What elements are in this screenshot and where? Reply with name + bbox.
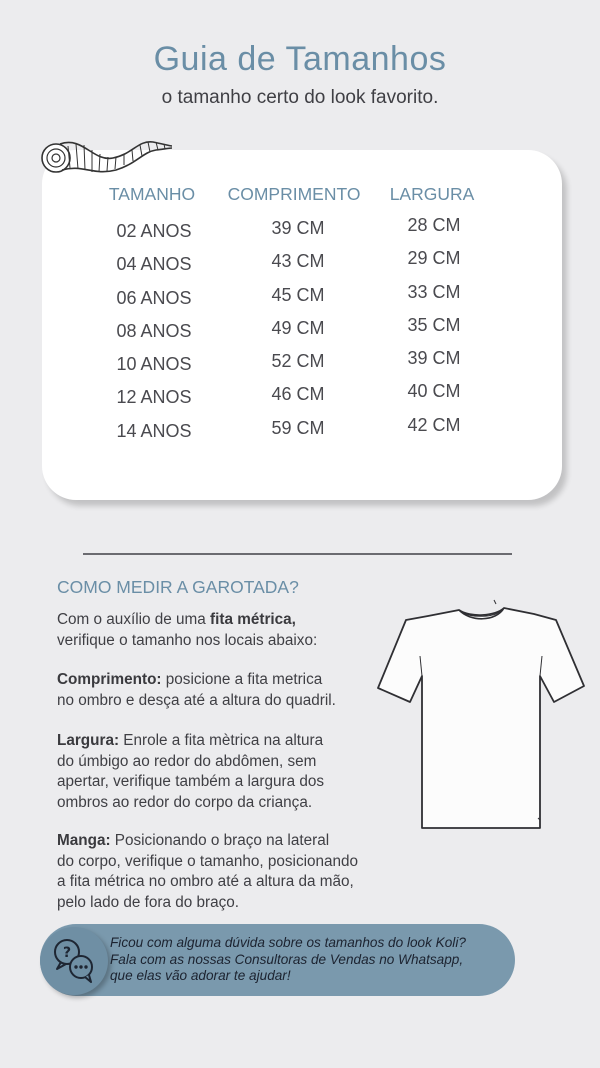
width-cell: 40 CM xyxy=(407,381,461,402)
chat-question-icon xyxy=(49,935,99,985)
intro-text: Com o auxílio de uma xyxy=(57,611,211,628)
size-cell: 12 ANOS xyxy=(116,387,192,408)
size-cell: 04 ANOS xyxy=(116,254,192,275)
header-tamanho: TAMANHO xyxy=(108,184,196,204)
manga-text: Posicionando o braço na lateral xyxy=(110,832,330,849)
width-cell: 28 CM xyxy=(407,215,461,235)
size-table-body xyxy=(0,215,600,451)
help-icon-badge[interactable] xyxy=(40,927,108,995)
largura-text-2: do úmbigo ao redor do abdômen, sem xyxy=(57,752,317,770)
section-divider xyxy=(83,553,512,555)
length-cell: 45 CM xyxy=(271,284,325,305)
comprimento-paragraph xyxy=(57,670,407,711)
size-cell: 02 ANOS xyxy=(116,221,192,241)
largura-label: Largura: xyxy=(57,732,120,749)
table-row xyxy=(0,414,600,451)
size-cell: 08 ANOS xyxy=(116,320,192,341)
help-line-2: Fala com as nossas Consultoras de Vendas no Whatsapp, xyxy=(110,951,464,967)
width-cell: 33 CM xyxy=(407,281,461,302)
svg-text:?: ? xyxy=(62,945,72,961)
intro-bold: fita métrica, xyxy=(210,611,296,628)
manga-label: Manga: xyxy=(57,832,111,849)
width-cell: 39 CM xyxy=(407,348,461,369)
help-text xyxy=(110,935,510,985)
page-subtitle: o tamanho certo do look favorito. xyxy=(161,87,439,108)
table-row xyxy=(0,248,600,284)
manga-text-2: do corpo, verifique o tamanho, posicionando xyxy=(57,852,359,870)
table-row xyxy=(0,348,600,384)
help-line-1: Ficou com alguma dúvida sobre os tamanhos do look Koli? xyxy=(110,935,466,950)
how-to-measure-title: COMO MEDIR A GAROTADA? xyxy=(57,577,299,597)
table-row xyxy=(0,215,600,251)
length-cell: 46 CM xyxy=(271,384,325,405)
length-cell: 49 CM xyxy=(271,317,325,338)
header-largura: LARGURA xyxy=(389,184,475,204)
length-cell: 43 CM xyxy=(271,251,325,272)
length-cell: 59 CM xyxy=(271,417,325,438)
largura-text-4: ombros ao redor do corpo da criança. xyxy=(57,793,313,811)
size-cell: 14 ANOS xyxy=(116,420,192,441)
page-title: Guia de Tamanhos xyxy=(153,40,447,78)
table-row xyxy=(0,281,600,318)
help-line-3: que elas vão adorar te ajudar! xyxy=(110,968,291,983)
length-cell: 52 CM xyxy=(271,351,325,372)
comprimento-label: Comprimento: xyxy=(57,671,162,688)
comprimento-text-2: no ombro e desça até a altura do quadril. xyxy=(57,691,336,709)
comprimento-text: posicione a fita metrica xyxy=(161,671,323,688)
width-cell: 29 CM xyxy=(407,248,461,269)
largura-text: Enrole a fita mètrica na altura xyxy=(119,732,324,749)
header-comprimento: COMPRIMENTO xyxy=(227,184,361,204)
length-cell: 39 CM xyxy=(271,218,325,238)
size-cell: 06 ANOS xyxy=(116,287,192,308)
width-cell: 42 CM xyxy=(407,414,461,435)
manga-text-4: pelo lado de fora do braço. xyxy=(57,893,239,911)
size-cell: 10 ANOS xyxy=(116,354,192,375)
manga-paragraph xyxy=(57,831,407,913)
t-shirt-icon xyxy=(374,596,588,836)
width-cell: 35 CM xyxy=(407,314,461,335)
table-row xyxy=(0,381,600,417)
measuring-tape-icon xyxy=(38,132,178,180)
largura-text-3: apertar, verifique também a largura dos xyxy=(57,773,324,790)
table-row xyxy=(0,314,600,351)
intro-paragraph xyxy=(57,610,407,651)
intro-text-2: verifique o tamanho nos locais abaixo: xyxy=(57,631,318,649)
manga-text-3: a fita métrica no ombro até a altura da mão, xyxy=(57,873,354,890)
largura-paragraph xyxy=(57,731,407,813)
